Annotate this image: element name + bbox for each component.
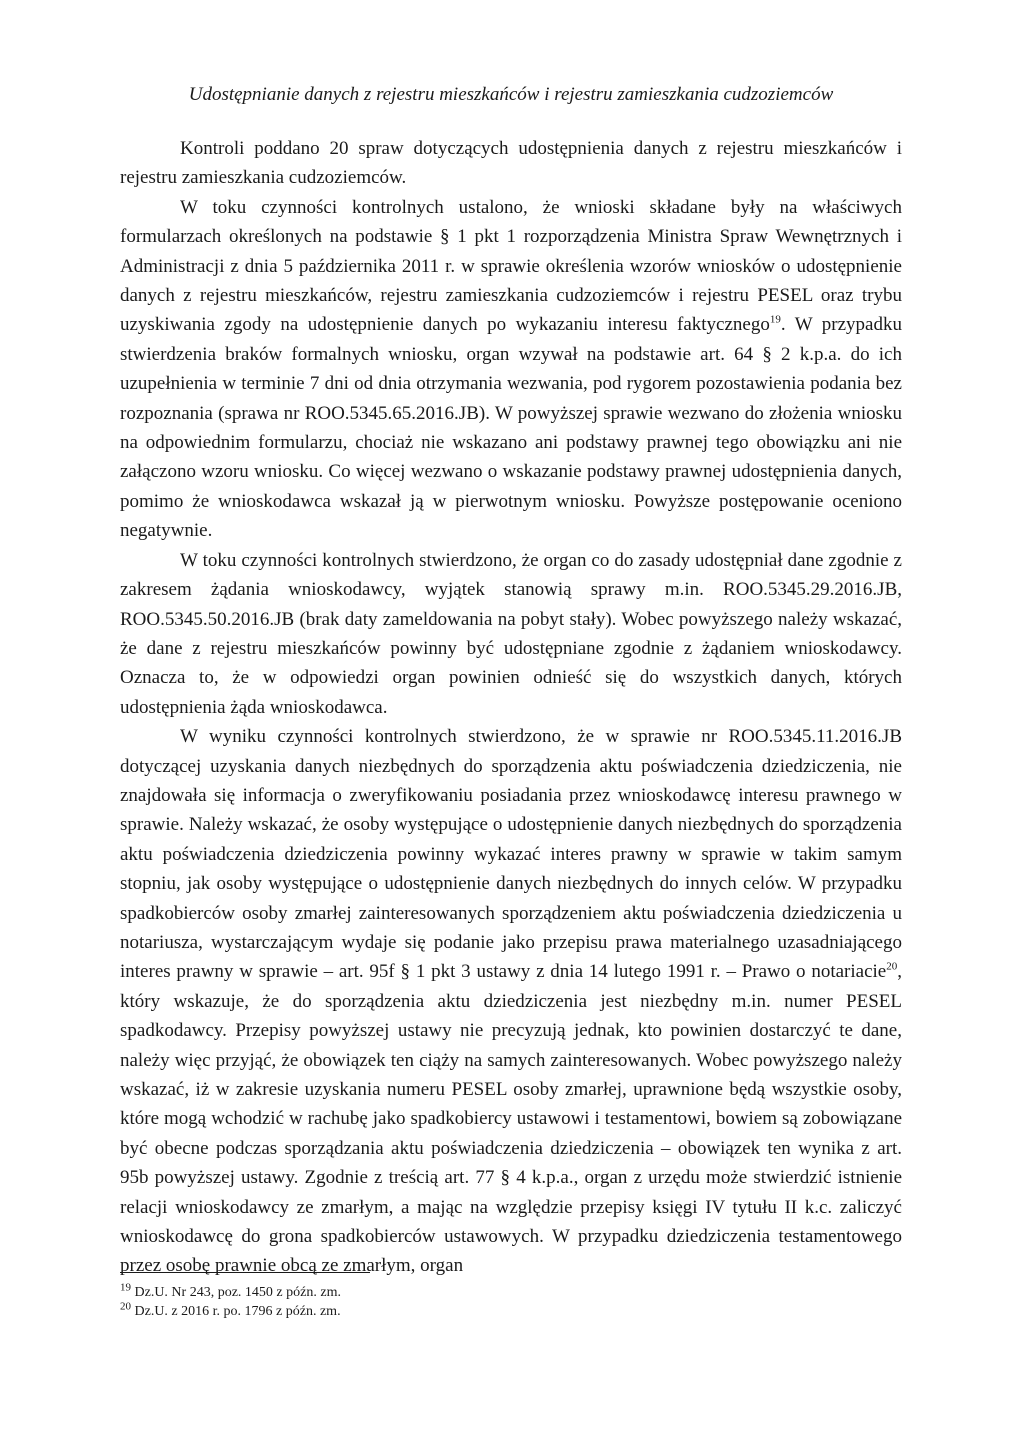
section-heading: Udostępnianie danych z rejestru mieszkańców i rejestru zamieszkania cudzoziemców [188,84,834,105]
paragraph [120,193,902,546]
paragraph-text: W toku czynności kontrolnych ustalono, że wnioski składane były na właściwych formularzach określonych na podstawie § 1 pkt 1 rozporządzenia Ministra Spraw Wewnętrznych i Administracji z dnia 5 października 2011 r. w sprawie określenia wzorów wniosków o udostępnienie danych z rejestru mieszkańców, rejestru zamieszkania cudzoziemców i rejestru PESEL oraz trybu uzyskiwania zgody na udostępnienie danych po wykazaniu interesu faktycznego [120,196,902,336]
paragraph [120,134,902,193]
footnote-text: Dz.U. z 2016 r. po. 1796 z późn. zm. [131,1304,341,1319]
footnote [120,1283,902,1302]
document-body [120,82,902,1281]
paragraph-text: , który wskazuje, że do sporządzenia aktu dziedziczenia jest niezbędny m.in. numer PESEL spadkodawcy. Przepisy powyższej ustawy nie precyzują jednak, kto powinien dostarczyć te dane, należy więc przyjąć, że obowiązek ten ciąży na samych zainteresowanych. Wobec powyższego należy wskazać, iż w zakresie uzyskania numeru PESEL osoby zmarłej, uprawnione będą wszystkie osoby, które mogą wchodzić w rachubę jako spadkobiercy ustawowi i testamentowi, bowiem są zobowiązane być obecne podczas sporządzania aktu poświadczenia dziedziczenia – obowiązek ten wynika z art. 95b powyższej ustawy. Zgodnie z treścią art. 77 § 4 k.p.a., organ z urzędu może stwierdzić istnienie relacji wnioskodawcy ze zmarłym, a mając na względzie przepisy księgi IV tytułu II k.c. zaliczyć wnioskodawcę do grona spadkobierców ustawowych. W przypadku dziedziczenia testamentowego przez osobę prawnie obcą ze zmarłym, organ [120,961,902,1277]
footnote-separator [120,1272,370,1273]
paragraph [120,722,902,1281]
footnote-number: 19 [120,1281,131,1294]
footnotes [120,1272,902,1321]
footnote-reference: 19 [769,314,781,327]
paragraph-text: W toku czynności kontrolnych stwierdzono, że organ co do zasady udostępniał dane zgodnie z zakresem żądania wnioskodawcy, wyjątek stanowią sprawy m.in. ROO.5345.29.2016.JB, ROO.5345.50.2016.JB (brak daty zameldowania na pobyt stały). Wobec powyższego należy wskazać, że dane z rejestru mieszkańców powinny być udostępniane zgodnie z żądaniem wnioskodawcy. Oznacza to, że w odpowiedzi organ powinien odnieść się do wszystkich danych, których udostępnienia żąda wnioskodawca. [120,549,902,718]
footnote-reference: 20 [886,961,898,974]
footnote [120,1302,902,1321]
footnote-text: Dz.U. Nr 243, poz. 1450 z późn. zm. [131,1285,341,1300]
footnote-number: 20 [120,1300,131,1313]
paragraph [120,546,902,722]
paragraph-text: W wyniku czynności kontrolnych stwierdzono, że w sprawie nr ROO.5345.11.2016.JB dotyczącej uzyskania danych niezbędnych do sporządzenia aktu poświadczenia dziedziczenia, nie znajdowała się informacja o zweryfikowaniu posiadania przez wnioskodawcę interesu prawnego w sprawie. Należy wskazać, że osoby występujące o udostępnienie danych niezbędnych do sporządzenia aktu poświadczenia dziedziczenia powinny wykazać interes prawny w sprawie w takim samym stopniu, jak osoby występujące o udostępnienie danych niezbędnych do innych celów. W przypadku spadkobierców osoby zmarłej zainteresowanych sporządzeniem aktu poświadczenia dziedziczenia u notariusza, wystarczającym wydaje się podanie jako przepisu prawa materialnego uzasadniającego interes prawny w sprawie – art. 95f § 1 pkt 3 ustawy z dnia 14 lutego 1991 r. – Prawo o notariacie [120,726,902,983]
paragraph-text: Kontroli poddano 20 spraw dotyczących udostępnienia danych z rejestru mieszkańców i rejestru zamieszkania cudzoziemców. [120,138,902,189]
paragraph-text: . W przypadku stwierdzenia braków formalnych wniosku, organ wzywał na podstawie art. 64 § 2 k.p.a. do ich uzupełnienia w terminie 7 dni od dnia otrzymania wezwania, pod rygorem pozostawienia podania bez rozpoznania (sprawa nr ROO.5345.65.2016.JB). W powyższej sprawie wezwano do złożenia wniosku na odpowiednim formularzu, chociaż nie wskazano ani podstawy prawnej tego obowiązku ani nie załączono wzoru wniosku. Co więcej wezwano o wskazanie podstawy prawnej udostępnienia danych, pomimo że wnioskodawca wskazał ją w pierwotnym wniosku. Powyższe postępowanie oceniono negatywnie. [120,314,902,542]
